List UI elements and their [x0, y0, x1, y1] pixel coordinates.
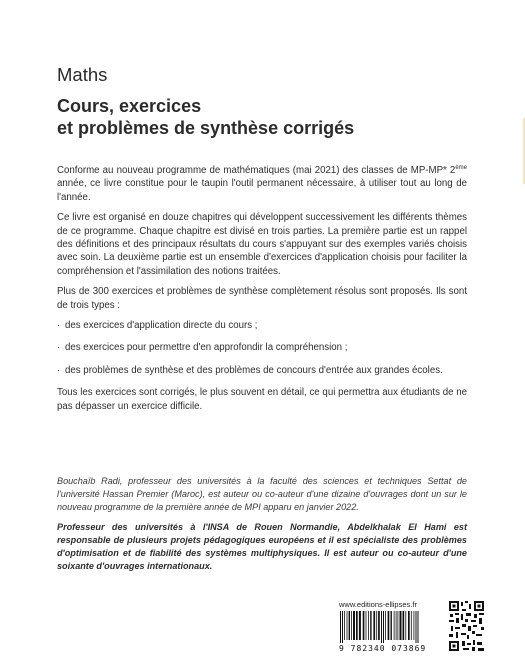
barcode-bar — [376, 611, 377, 640]
structure-paragraph: Ce livre est organisé en douze chapitres qui développent successivement les différents thèmes de ce programme. Chaque chapitre est divisé en trois parties. La première partie est un rappel des définitions et des principaux résultats du cours s'appuyant sur des exemples variés choisis avec soin. La deuxième partie est un ensemble d'exercices d'application choisis pour faciliter la compréhension et l'assimilation des notions traitées. — [57, 212, 467, 277]
barcode-bar — [359, 611, 361, 640]
intro-text-start: Conforme au nouveau programme de mathématiques (mai 2021) des classes de MP-MP* 2 — [57, 165, 456, 176]
bullet-marker: · — [57, 364, 61, 376]
barcode-bar — [351, 611, 352, 640]
author-bio-radi: Bouchaïb Radi, professeur des universités à la faculté des sciences et techniques Settat de l'université Hassan Premier (Maroc), est auteur ou co-auteur d'une dizaine d'ouvrages dont un sur le nouveau programme de la première année de MPI apparu en janvier 2022. — [57, 476, 467, 513]
exercises-paragraph: Plus de 300 exercices et problèmes de synthèse complètement résolus sont proposés. Ils sont de trois types : — [57, 286, 467, 311]
description-body — [57, 164, 467, 420]
barcode-bar — [353, 611, 355, 640]
ordinal-superscript: ème — [455, 164, 467, 171]
barcode-bar — [378, 611, 380, 640]
author-bio-el-hami: Professeur des universités à l'INSA de Rouen Normandie, Abdelkhalak El Hami est responsable de plusieurs projets pédagogiques européens et il est spécialiste des problèmes d'optimisation et de fiabilité des systèmes multiphysiques. Il est auteur ou co-auteur d'une soixante d'ouvrages internationaux. — [57, 521, 467, 572]
intro-text-end: année, ce livre constitue pour le taupin l'outil permanent nécessaire, à utiliser tout au long de l'année. — [57, 178, 467, 203]
subtitle-line-1: Cours, exercices — [57, 96, 202, 116]
barcode-bar — [340, 611, 341, 643]
barcode-bar — [405, 611, 406, 640]
barcode-bar — [416, 611, 417, 643]
bullet-marker: · — [57, 342, 61, 354]
list-item — [57, 319, 467, 332]
barcode-bar — [342, 611, 343, 643]
barcode-bar — [403, 611, 405, 640]
publisher-website-link[interactable]: www.editions-ellipses.fr — [339, 600, 417, 609]
barcode-bar — [356, 611, 358, 640]
barcode-bar — [383, 611, 384, 643]
list-item-text: des exercices d'application directe du cours ; — [65, 320, 258, 332]
barcode-bar — [366, 611, 367, 640]
barcode-bar — [396, 611, 397, 640]
barcode-bar — [368, 611, 369, 640]
page-title: Maths — [57, 64, 108, 85]
barcode-bar — [398, 611, 399, 640]
barcode-bar — [394, 611, 395, 640]
list-item — [57, 364, 467, 377]
isbn-number: 9 782340 073869 — [339, 644, 427, 653]
barcode-bar — [373, 611, 375, 640]
exercise-types-list — [57, 319, 467, 377]
subtitle-line-2: et problèmes de synthèse corrigés — [57, 118, 355, 138]
bullet-marker: · — [57, 320, 61, 332]
barcode-bar — [349, 611, 350, 640]
barcode-bar — [418, 611, 419, 643]
barcode-bar — [391, 611, 392, 640]
list-item — [57, 341, 467, 354]
barcode-bar — [347, 611, 348, 640]
qr-code-icon[interactable] — [448, 600, 485, 652]
intro-paragraph — [57, 164, 467, 204]
barcode-bar — [400, 611, 402, 640]
barcode-bar — [388, 611, 390, 640]
page-subtitle — [57, 95, 354, 139]
barcode-bar — [370, 611, 371, 640]
authors-section — [57, 475, 467, 579]
barcode-bar — [411, 611, 412, 640]
barcode-bar — [381, 611, 382, 643]
barcode-bar — [414, 611, 415, 640]
list-item-text: des exercices pour permettre d'en approfondir la compréhension ; — [65, 342, 348, 354]
barcode-bar — [385, 611, 386, 640]
barcode-bar — [408, 611, 410, 640]
isbn-barcode — [339, 611, 441, 643]
corrections-paragraph: Tous les exercices sont corrigés, le plus souvent en détail, ce qui permettra aux étudiants de ne pas dépasser un exercice difficile. — [57, 387, 467, 412]
barcode-bar — [363, 611, 365, 640]
list-item-text: des problèmes de synthèse et des problèmes de concours d'entrée aux grandes écoles. — [65, 364, 443, 376]
barcode-bar — [344, 611, 345, 640]
